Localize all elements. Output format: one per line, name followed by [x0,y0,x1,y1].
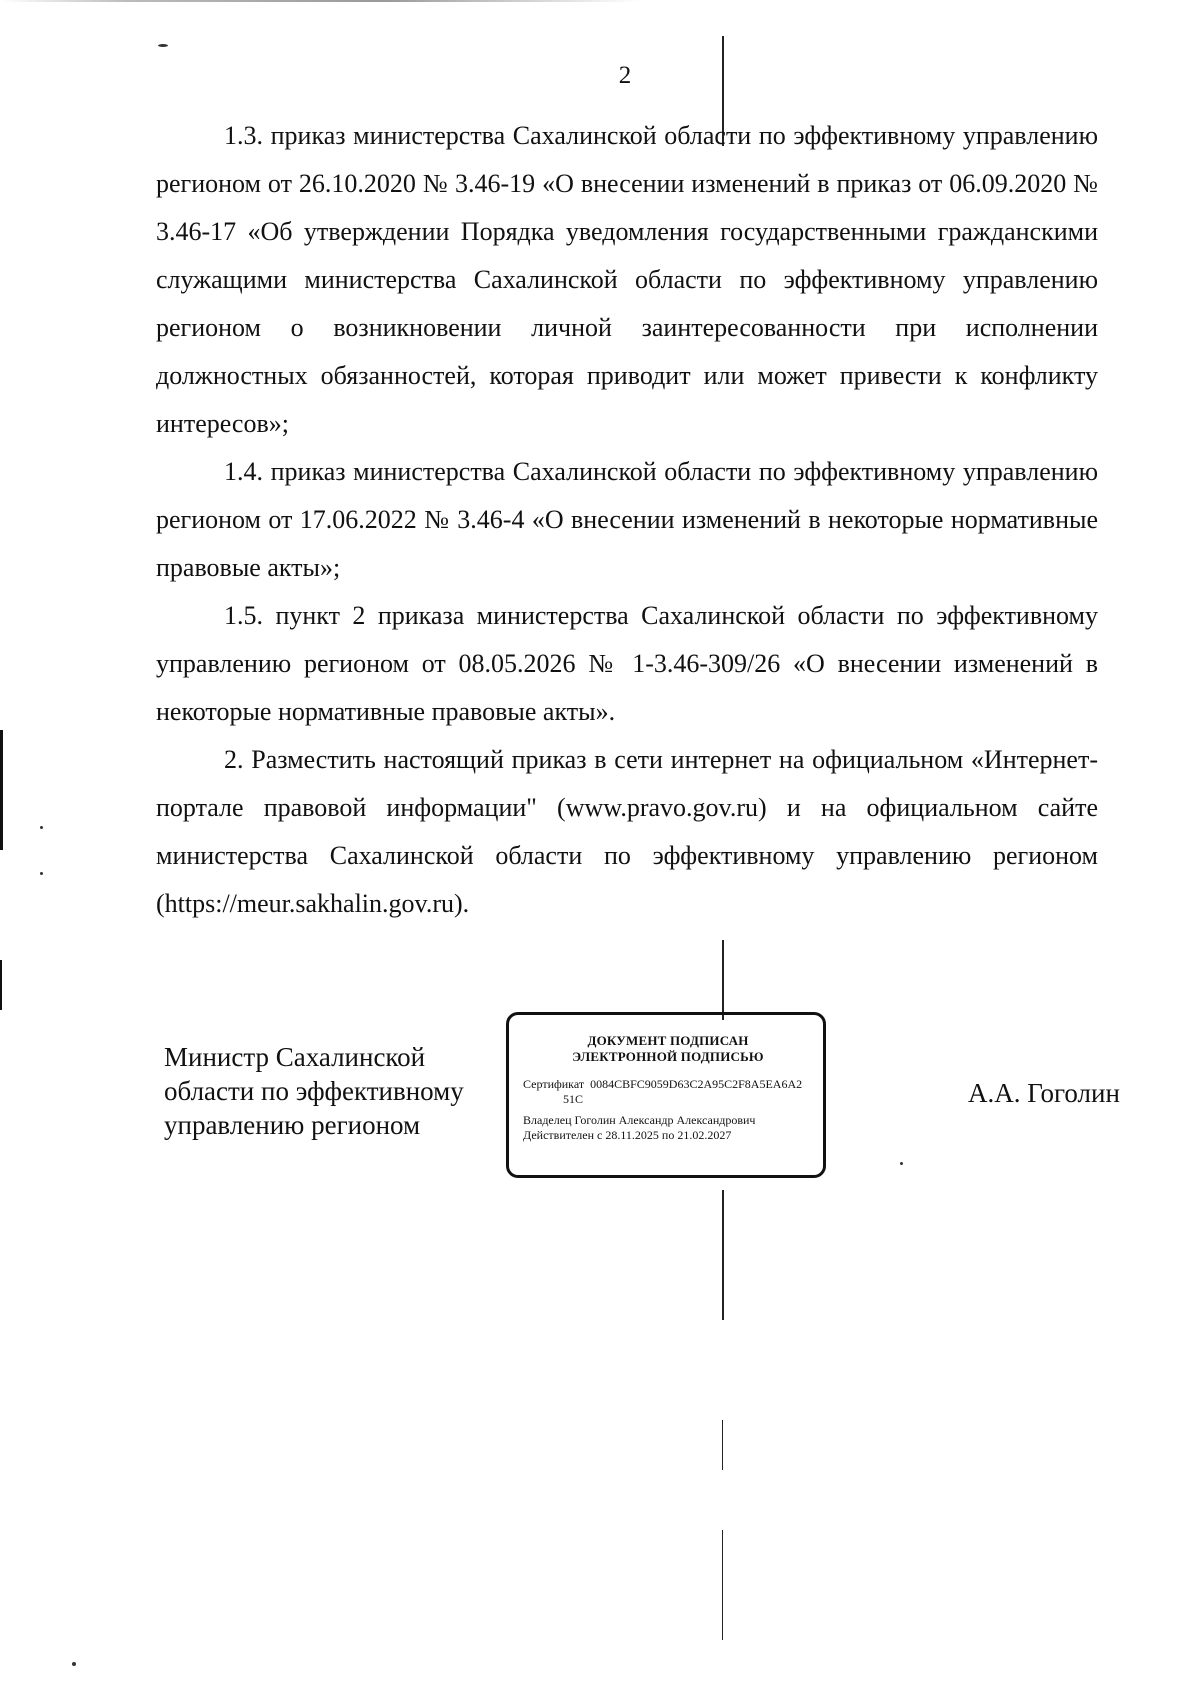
stamp-title: ДОКУМЕНТ ПОДПИСАН [587,1033,749,1048]
scan-edge-mark [0,730,3,850]
scan-speck [158,44,168,47]
scan-edge-mark [0,960,2,1010]
scan-speck [72,1662,76,1666]
page-number: 2 [618,62,632,89]
stamp-subtitle: ЭЛЕКТРОННОЙ ПОДПИСЬЮ [572,1049,764,1064]
certificate-label: Сертификат [523,1077,585,1091]
document-body [156,112,1098,928]
paragraph-1-4: 1.4. приказ министерства Сахалинской области по эффективному управлению регионом от 17.06.2022 № 3.46-4 «О внесении изменений в некоторые нормативные правовые акты»; [156,457,1098,582]
stamp-certificate [523,1077,813,1107]
signer-position [164,1040,484,1142]
stamp-validity: Действителен с 28.11.2025 по 21.02.2027 [523,1128,732,1142]
signer-position-line: области по эффективному [164,1076,464,1106]
paragraph-1-5: 1.5. пункт 2 приказа министерства Сахалинской области по эффективному управлению регионом от 08.05.2026 № 1-3.46-309/26 «О внесении изменений в некоторые нормативные правовые акты». [156,601,1098,726]
electronic-signature-stamp [506,1012,826,1178]
scan-speck [40,872,43,875]
paragraph-1-3: 1.3. приказ министерства Сахалинской области по эффективному управлению регионом от 26.10.2020 № 3.46-19 «О внесении изменений в приказ от 06.09.2020 № 3.46-17 «Об утверждении Порядка уведомления государственными гражданскими служащими министерства Сахалинской области по эффективному управлению регионом о возникновении личной заинтересованности при исполнении должностных обязанностей, которая приводит или может привести к конфликту интересов»; [156,121,1098,438]
certificate-value: 0084CBFC9059D63C2A95C2F8A5EA6A2 [590,1077,803,1091]
signer-name: А.А. Гоголин [968,1078,1120,1108]
signer-position-line: Министр Сахалинской [164,1042,426,1072]
scan-fold-line [722,1530,723,1640]
scan-speck [900,1162,903,1165]
paragraph-2: 2. Разместить настоящий приказ в сети интернет на официальном «Интернет-портале правовой информации" (www.pravo.gov.ru) и на официальном сайте министерства Сахалинской области по эффективному управлению регионом (https://meur.sakhalin.gov.ru). [156,745,1098,918]
scan-fold-line [722,1190,724,1320]
certificate-value-tail: 51C [563,1092,584,1106]
signer-position-line: управлению регионом [164,1110,421,1140]
stamp-owner: Владелец Гоголин Александр Александрович [523,1113,756,1127]
scan-artifact-top-line [0,0,640,2]
scan-speck [40,826,43,829]
scan-fold-line [722,1420,723,1470]
scan-fold-line [722,940,724,1020]
